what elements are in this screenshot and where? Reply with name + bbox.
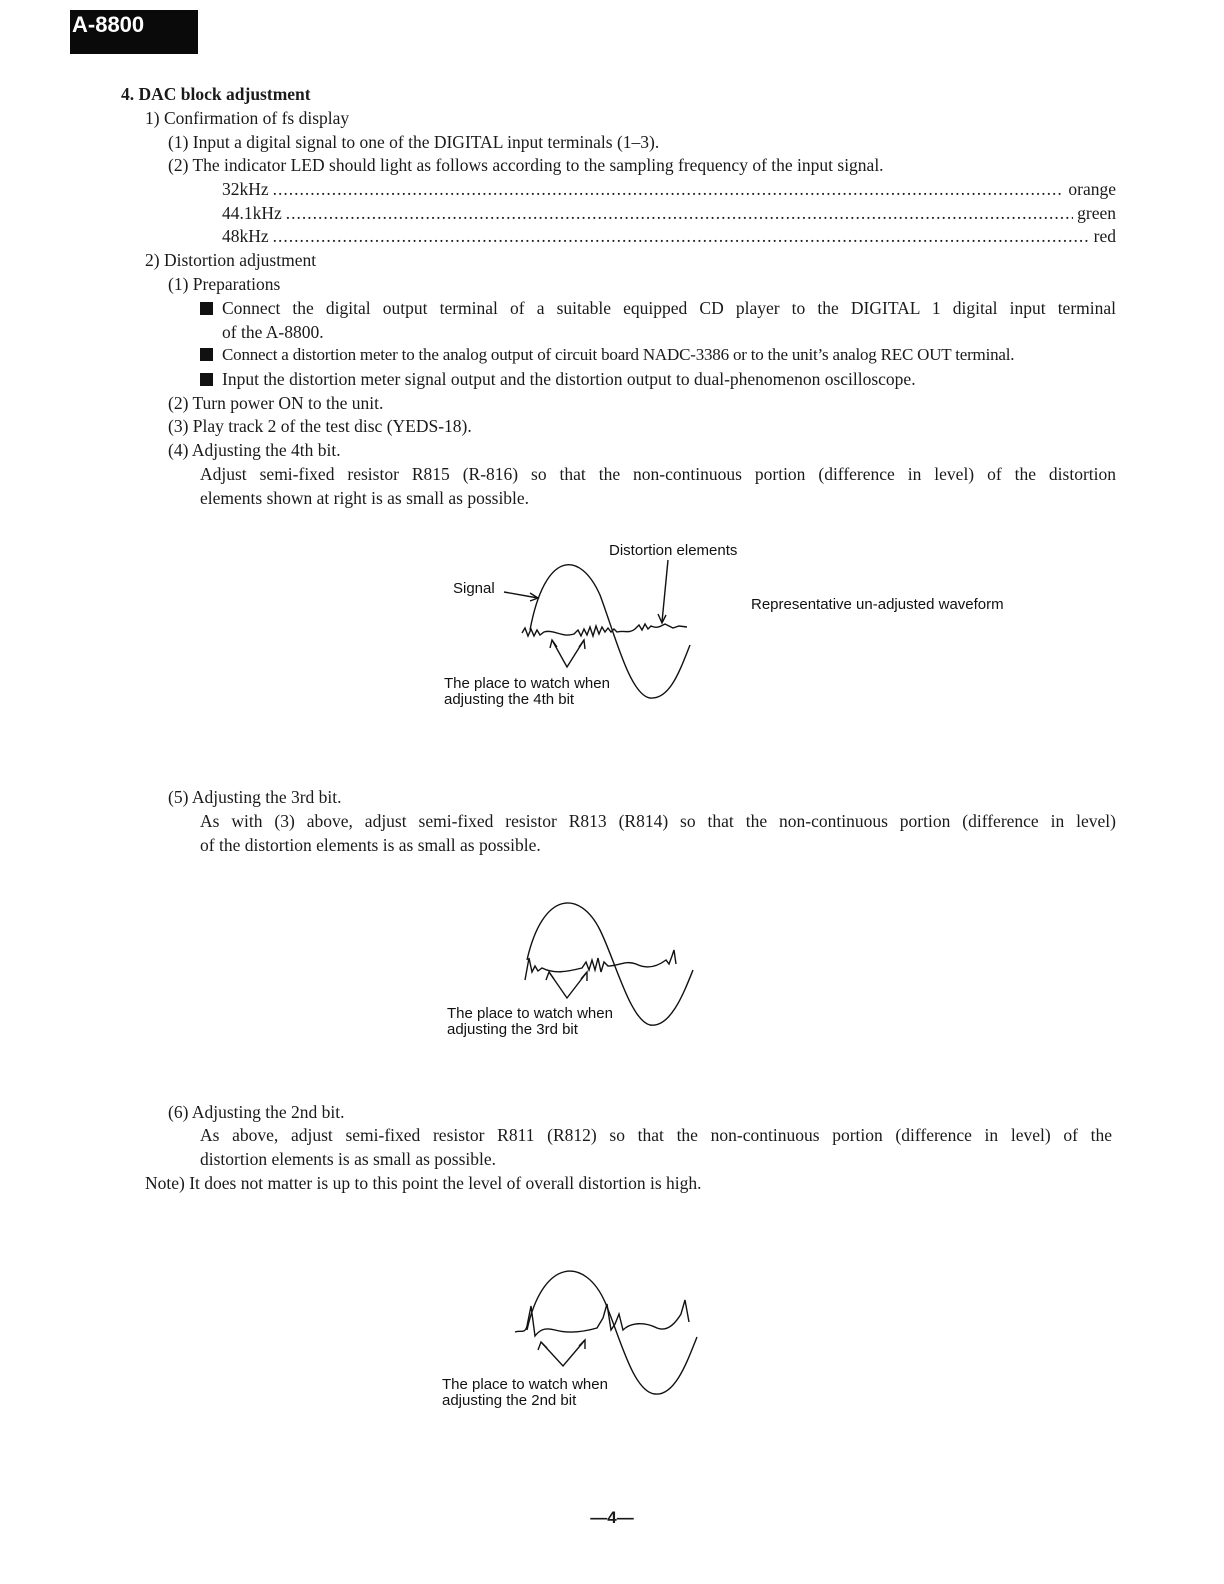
step-5-title: (5) Adjusting the 3rd bit. (168, 787, 342, 807)
step-5-text: As with (3) above, adjust semi-fixed resistor R813 (R814) so that the non-continuous portion (difference in level) (200, 811, 1116, 831)
watch-arrow-3rd (549, 972, 587, 998)
step-5-text-cont: of the distortion elements is as small as possible. (200, 835, 541, 855)
watch-arrowhead (538, 1342, 547, 1350)
step-2: (2) Turn power ON to the unit. (168, 393, 384, 413)
page-number: —4— (590, 1508, 634, 1527)
step-4-text: Adjust semi-fixed resistor R815 (R-816) so that the non-continuous portion (difference in level) of the distortion (200, 464, 1116, 484)
fs-title: 1) Confirmation of fs display (145, 108, 350, 128)
watch-label-line-2: adjusting the 2nd bit (442, 1392, 577, 1409)
bullet-3-text: Input the distortion meter signal output and the distortion output to dual-phenomenon oscilloscope. (222, 369, 916, 389)
fs-row (222, 201, 1116, 225)
model-label: A-8800 (72, 12, 145, 37)
fs-step-1: (1) Input a digital signal to one of the DIGITAL input terminals (1–3). (168, 132, 660, 152)
fs-row (222, 177, 1116, 201)
fs-freq: 48kHz (222, 226, 269, 246)
step-4-title: (4) Adjusting the 4th bit. (168, 440, 341, 460)
bullet-3 (200, 367, 916, 391)
fs-freq: 44.1kHz (222, 203, 282, 223)
watch-label-line-1: The place to watch when (442, 1376, 608, 1393)
fs-color: green (1077, 203, 1116, 223)
distortion-trace (515, 1300, 689, 1336)
fs-freq: 32kHz (222, 179, 269, 199)
bullet-1-text: Connect the digital output terminal of a suitable equipped CD player to the DIGITAL 1 digital input terminal (222, 298, 1116, 318)
fs-color: red (1093, 226, 1116, 246)
bullet-square-icon (200, 348, 213, 361)
distortion-elements-label: Distortion elements (609, 542, 738, 559)
model-badge (70, 10, 198, 54)
watch-label-line-1: The place to watch when (444, 675, 610, 692)
fs-color: orange (1068, 179, 1116, 199)
signal-label: Signal (453, 580, 495, 597)
bullet-2 (200, 343, 1014, 367)
bullet-2-text: Connect a distortion meter to the analog output of circuit board NADC-3386 or to the unit’s analog REC OUT terminal. (222, 345, 1015, 364)
note: Note) It does not matter is up to this point the level of overall distortion is high. (145, 1173, 702, 1193)
bullet-1 (200, 296, 1116, 320)
bullet-1-cont: of the A-8800. (222, 322, 324, 342)
step-3: (3) Play track 2 of the test disc (YEDS-18). (168, 416, 472, 436)
watch-label-line-2: adjusting the 4th bit (444, 691, 575, 708)
watch-label-line-2: adjusting the 3rd bit (447, 1021, 578, 1038)
watch-label-line-1: The place to watch when (447, 1005, 613, 1022)
step-6-text: As above, adjust semi-fixed resistor R811 (R812) so that the non-continuous portion (difference in level) of the (200, 1125, 1112, 1145)
watch-arrow-4th (552, 640, 584, 667)
step-6-title: (6) Adjusting the 2nd bit. (168, 1102, 345, 1122)
fs-step-2: (2) The indicator LED should light as follows according to the sampling frequency of the input signal. (168, 155, 884, 175)
step-6-text-cont: distortion elements is as small as possible. (200, 1149, 497, 1169)
fs-row (222, 224, 1116, 248)
step-4-text-cont: elements shown at right is as small as possible. (200, 488, 530, 508)
distortion-title: 2) Distortion adjustment (145, 250, 317, 270)
section-title: 4. DAC block adjustment (121, 84, 311, 104)
bullet-square-icon (200, 373, 213, 386)
bullet-square-icon (200, 302, 213, 315)
watch-arrow-2nd (541, 1340, 585, 1366)
waveform-label: Representative un-adjusted waveform (751, 596, 1004, 613)
prep-title: (1) Preparations (168, 274, 281, 294)
watch-arrowhead (546, 972, 554, 980)
distortion-trace (522, 624, 687, 636)
distortion-arrow-line (662, 560, 668, 622)
